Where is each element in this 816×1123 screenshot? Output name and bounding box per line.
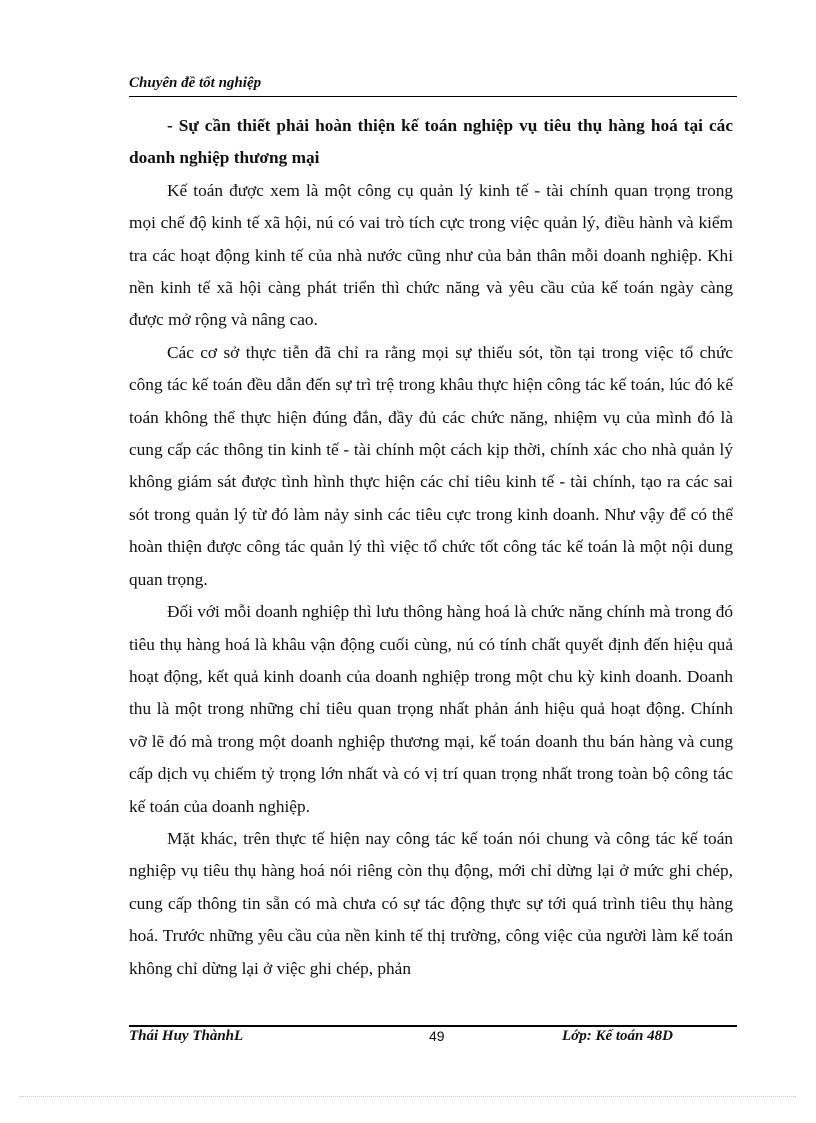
document-body: [129, 110, 733, 985]
page-footer: [129, 1028, 737, 1050]
section-heading: - Sự cần thiết phải hoàn thiện kế toán nghiệp vụ tiêu thụ hàng hoá tại các doanh nghiệp thương mại: [129, 116, 733, 168]
footer-author: Thái Huy ThànhL: [129, 1028, 244, 1044]
paragraph-2: Các cơ sở thực tiễn đã chỉ ra rằng mọi sự thiếu sót, tồn tại trong việc tổ chức công tác kế toán đều dẫn đến sự trì trệ trong khâu thực hiện công tác kế toán, lúc đó kế toán không thể thực hiện đúng đắn, đầy đủ các chức năng, nhiệm vụ của mình đó là cung cấp các thông tin kinh tế - tài chính một cách kịp thời, chính xác cho nhà quản lý không giám sát được tình hình thực hiện các chỉ tiêu kinh tế - tài chính, tạo ra các sai sót trong quản lý từ đó làm nảy sinh các tiêu cực trong kinh doanh. Như vậy để có thể hoàn thiện được công tác quản lý thì việc tổ chức tốt công tác kế toán là một nội dung quan trọng.: [129, 342, 733, 589]
paragraph-3: Đối với mỗi doanh nghiệp thì lưu thông hàng hoá là chức năng chính mà trong đó tiêu thụ hàng hoá là khâu vận động cuối cùng, nú có tính chất quyết định đến hiệu quả hoạt động, kết quả kinh doanh của doanh nghiệp trong một chu kỳ kinh doanh. Doanh thu là một trong những chỉ tiêu quan trọng nhất phản ánh hiệu quả hoạt động. Chính vỡ lẽ đó mà trong một doanh nghiệp thương mại, kế toán doanh thu bán hàng và cung cấp dịch vụ chiếm tỷ trọng lớn nhất và có vị trí quan trọng nhất trong toàn bộ công tác kế toán của doanh nghiệp.: [129, 602, 733, 816]
footer-divider: [129, 1025, 737, 1027]
running-header: Chuyên đề tốt nghiệp: [129, 75, 262, 91]
paragraph-1: Kế toán được xem là một công cụ quản lý kinh tế - tài chính quan trọng trong mọi chế độ kinh tế xã hội, nú có vai trò tích cực trong việc quản lý, điều hành và kiểm tra các hoạt động kinh tế của nhà nước cũng như của bản thân mỗi doanh nghiệp. Khi nền kinh tế xã hội càng phát triển thì chức năng và yêu cầu của kế toán ngày càng được mở rộng và nâng cao.: [129, 180, 733, 330]
page-number: 49: [429, 1028, 445, 1044]
header-divider: [129, 96, 737, 97]
paragraph-4: Mặt khác, trên thực tế hiện nay công tác kế toán nói chung và công tác kế toán nghiệp vụ tiêu thụ hàng hoá nói riêng còn thụ động, mới chỉ dừng lại ở mức ghi chép, cung cấp thông tin sẵn có mà chưa có sự tác động thực sự tới quá trình tiêu thụ hàng hoá. Trước những yêu cầu của nền kinh tế thị trường, công việc của người làm kế toán không chỉ dừng lại ở việc ghi chép, phản: [129, 828, 733, 978]
footer-class-label: Lớp: Kế toán 48D: [562, 1028, 673, 1044]
page-bottom-edge: [20, 1096, 796, 1097]
